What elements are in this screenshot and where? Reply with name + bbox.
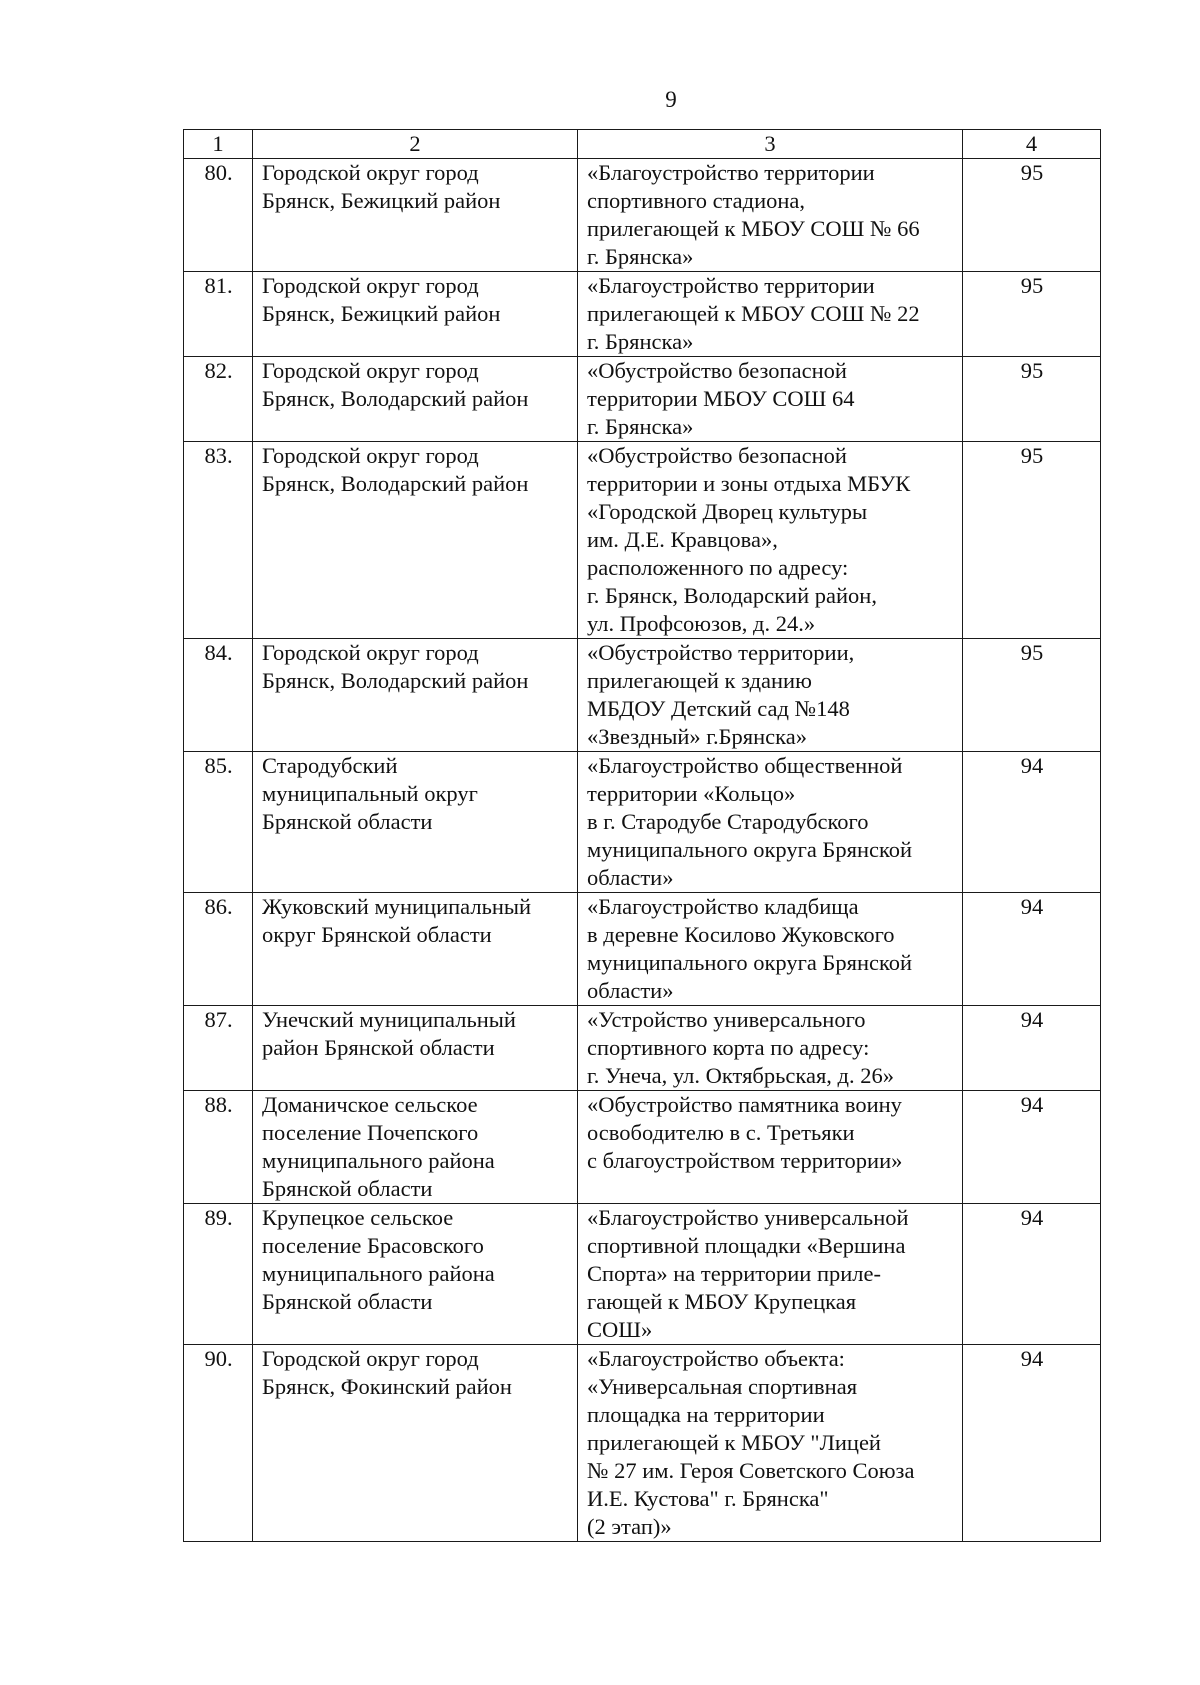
score-cell: 95 <box>963 442 1101 639</box>
project-cell: «Обустройство безопасной территории МБОУ СОШ 64 г. Брянска» <box>578 357 963 442</box>
score-cell: 94 <box>963 752 1101 893</box>
row-number: 88. <box>184 1091 253 1204</box>
header-col-2: 2 <box>253 130 578 159</box>
project-cell: «Благоустройство кладбища в деревне Косилово Жуковского муниципального округа Брянской области» <box>578 893 963 1006</box>
header-col-1: 1 <box>184 130 253 159</box>
score-cell: 95 <box>963 639 1101 752</box>
project-cell: «Благоустройство территории спортивного стадиона, прилегающей к МБОУ СОШ № 66 г. Брянска» <box>578 159 963 272</box>
territory-cell: Крупецкое сельское поселение Брасовского муниципального района Брянской области <box>253 1204 578 1345</box>
score-cell: 95 <box>963 272 1101 357</box>
project-cell: «Благоустройство объекта: «Универсальная спортивная площадка на территории прилегающей к МБОУ "Лицей № 27 им. Героя Советского Союза И.Е. Кустова" г. Брянска" (2 этап)» <box>578 1345 963 1542</box>
table-row <box>184 1091 1101 1204</box>
territory-cell: Городской округ город Брянск, Фокинский район <box>253 1345 578 1542</box>
header-col-4: 4 <box>963 130 1101 159</box>
project-cell: «Обустройство безопасной территории и зоны отдыха МБУК «Городской Дворец культуры им. Д.Е. Кравцова», расположенного по адресу: г. Брянск, Володарский район, ул. Профсоюзов, д. 24.» <box>578 442 963 639</box>
territory-cell: Городской округ город Брянск, Володарский район <box>253 639 578 752</box>
table-row <box>184 1006 1101 1091</box>
territory-cell: Жуковский муниципальный округ Брянской области <box>253 893 578 1006</box>
score-cell: 94 <box>963 1345 1101 1542</box>
territory-cell: Городской округ город Брянск, Бежицкий район <box>253 159 578 272</box>
row-number: 90. <box>184 1345 253 1542</box>
row-number: 80. <box>184 159 253 272</box>
row-number: 89. <box>184 1204 253 1345</box>
table-row <box>184 893 1101 1006</box>
project-cell: «Устройство универсального спортивного корта по адресу: г. Унеча, ул. Октябрьская, д. 26» <box>578 1006 963 1091</box>
score-cell: 95 <box>963 357 1101 442</box>
table-row <box>184 357 1101 442</box>
row-number: 84. <box>184 639 253 752</box>
project-cell: «Обустройство памятника воину освободителю в с. Третьяки с благоустройством территории» <box>578 1091 963 1204</box>
header-col-3: 3 <box>578 130 963 159</box>
project-cell: «Благоустройство территории прилегающей к МБОУ СОШ № 22 г. Брянска» <box>578 272 963 357</box>
territory-cell: Унечский муниципальный район Брянской области <box>253 1006 578 1091</box>
table-row <box>184 639 1101 752</box>
score-cell: 94 <box>963 893 1101 1006</box>
table-row <box>184 1204 1101 1345</box>
row-number: 87. <box>184 1006 253 1091</box>
row-number: 86. <box>184 893 253 1006</box>
table-row <box>184 272 1101 357</box>
page-number: 9 <box>665 87 677 112</box>
project-cell: «Благоустройство универсальной спортивной площадки «Вершина Спорта» на территории приле- гающей к МБОУ Крупецкая СОШ» <box>578 1204 963 1345</box>
project-cell: «Благоустройство общественной территории «Кольцо» в г. Стародубе Стародубского муниципального округа Брянской области» <box>578 752 963 893</box>
score-cell: 94 <box>963 1006 1101 1091</box>
row-number: 85. <box>184 752 253 893</box>
territory-cell: Городской округ город Брянск, Володарский район <box>253 442 578 639</box>
projects-table <box>183 129 1101 1542</box>
territory-cell: Доманичское сельское поселение Почепского муниципального района Брянской области <box>253 1091 578 1204</box>
table-header <box>184 130 1101 159</box>
table-row <box>184 752 1101 893</box>
row-number: 82. <box>184 357 253 442</box>
territory-cell: Городской округ город Брянск, Бежицкий район <box>253 272 578 357</box>
header-row <box>184 130 1101 159</box>
table-row <box>184 159 1101 272</box>
row-number: 81. <box>184 272 253 357</box>
project-cell: «Обустройство территории, прилегающей к зданию МБДОУ Детский сад №148 «Звездный» г.Брянска» <box>578 639 963 752</box>
territory-cell: Городской округ город Брянск, Володарский район <box>253 357 578 442</box>
territory-cell: Стародубский муниципальный округ Брянской области <box>253 752 578 893</box>
table-row <box>184 1345 1101 1542</box>
table-row <box>184 442 1101 639</box>
table-body <box>184 159 1101 1542</box>
score-cell: 94 <box>963 1204 1101 1345</box>
row-number: 83. <box>184 442 253 639</box>
score-cell: 94 <box>963 1091 1101 1204</box>
score-cell: 95 <box>963 159 1101 272</box>
